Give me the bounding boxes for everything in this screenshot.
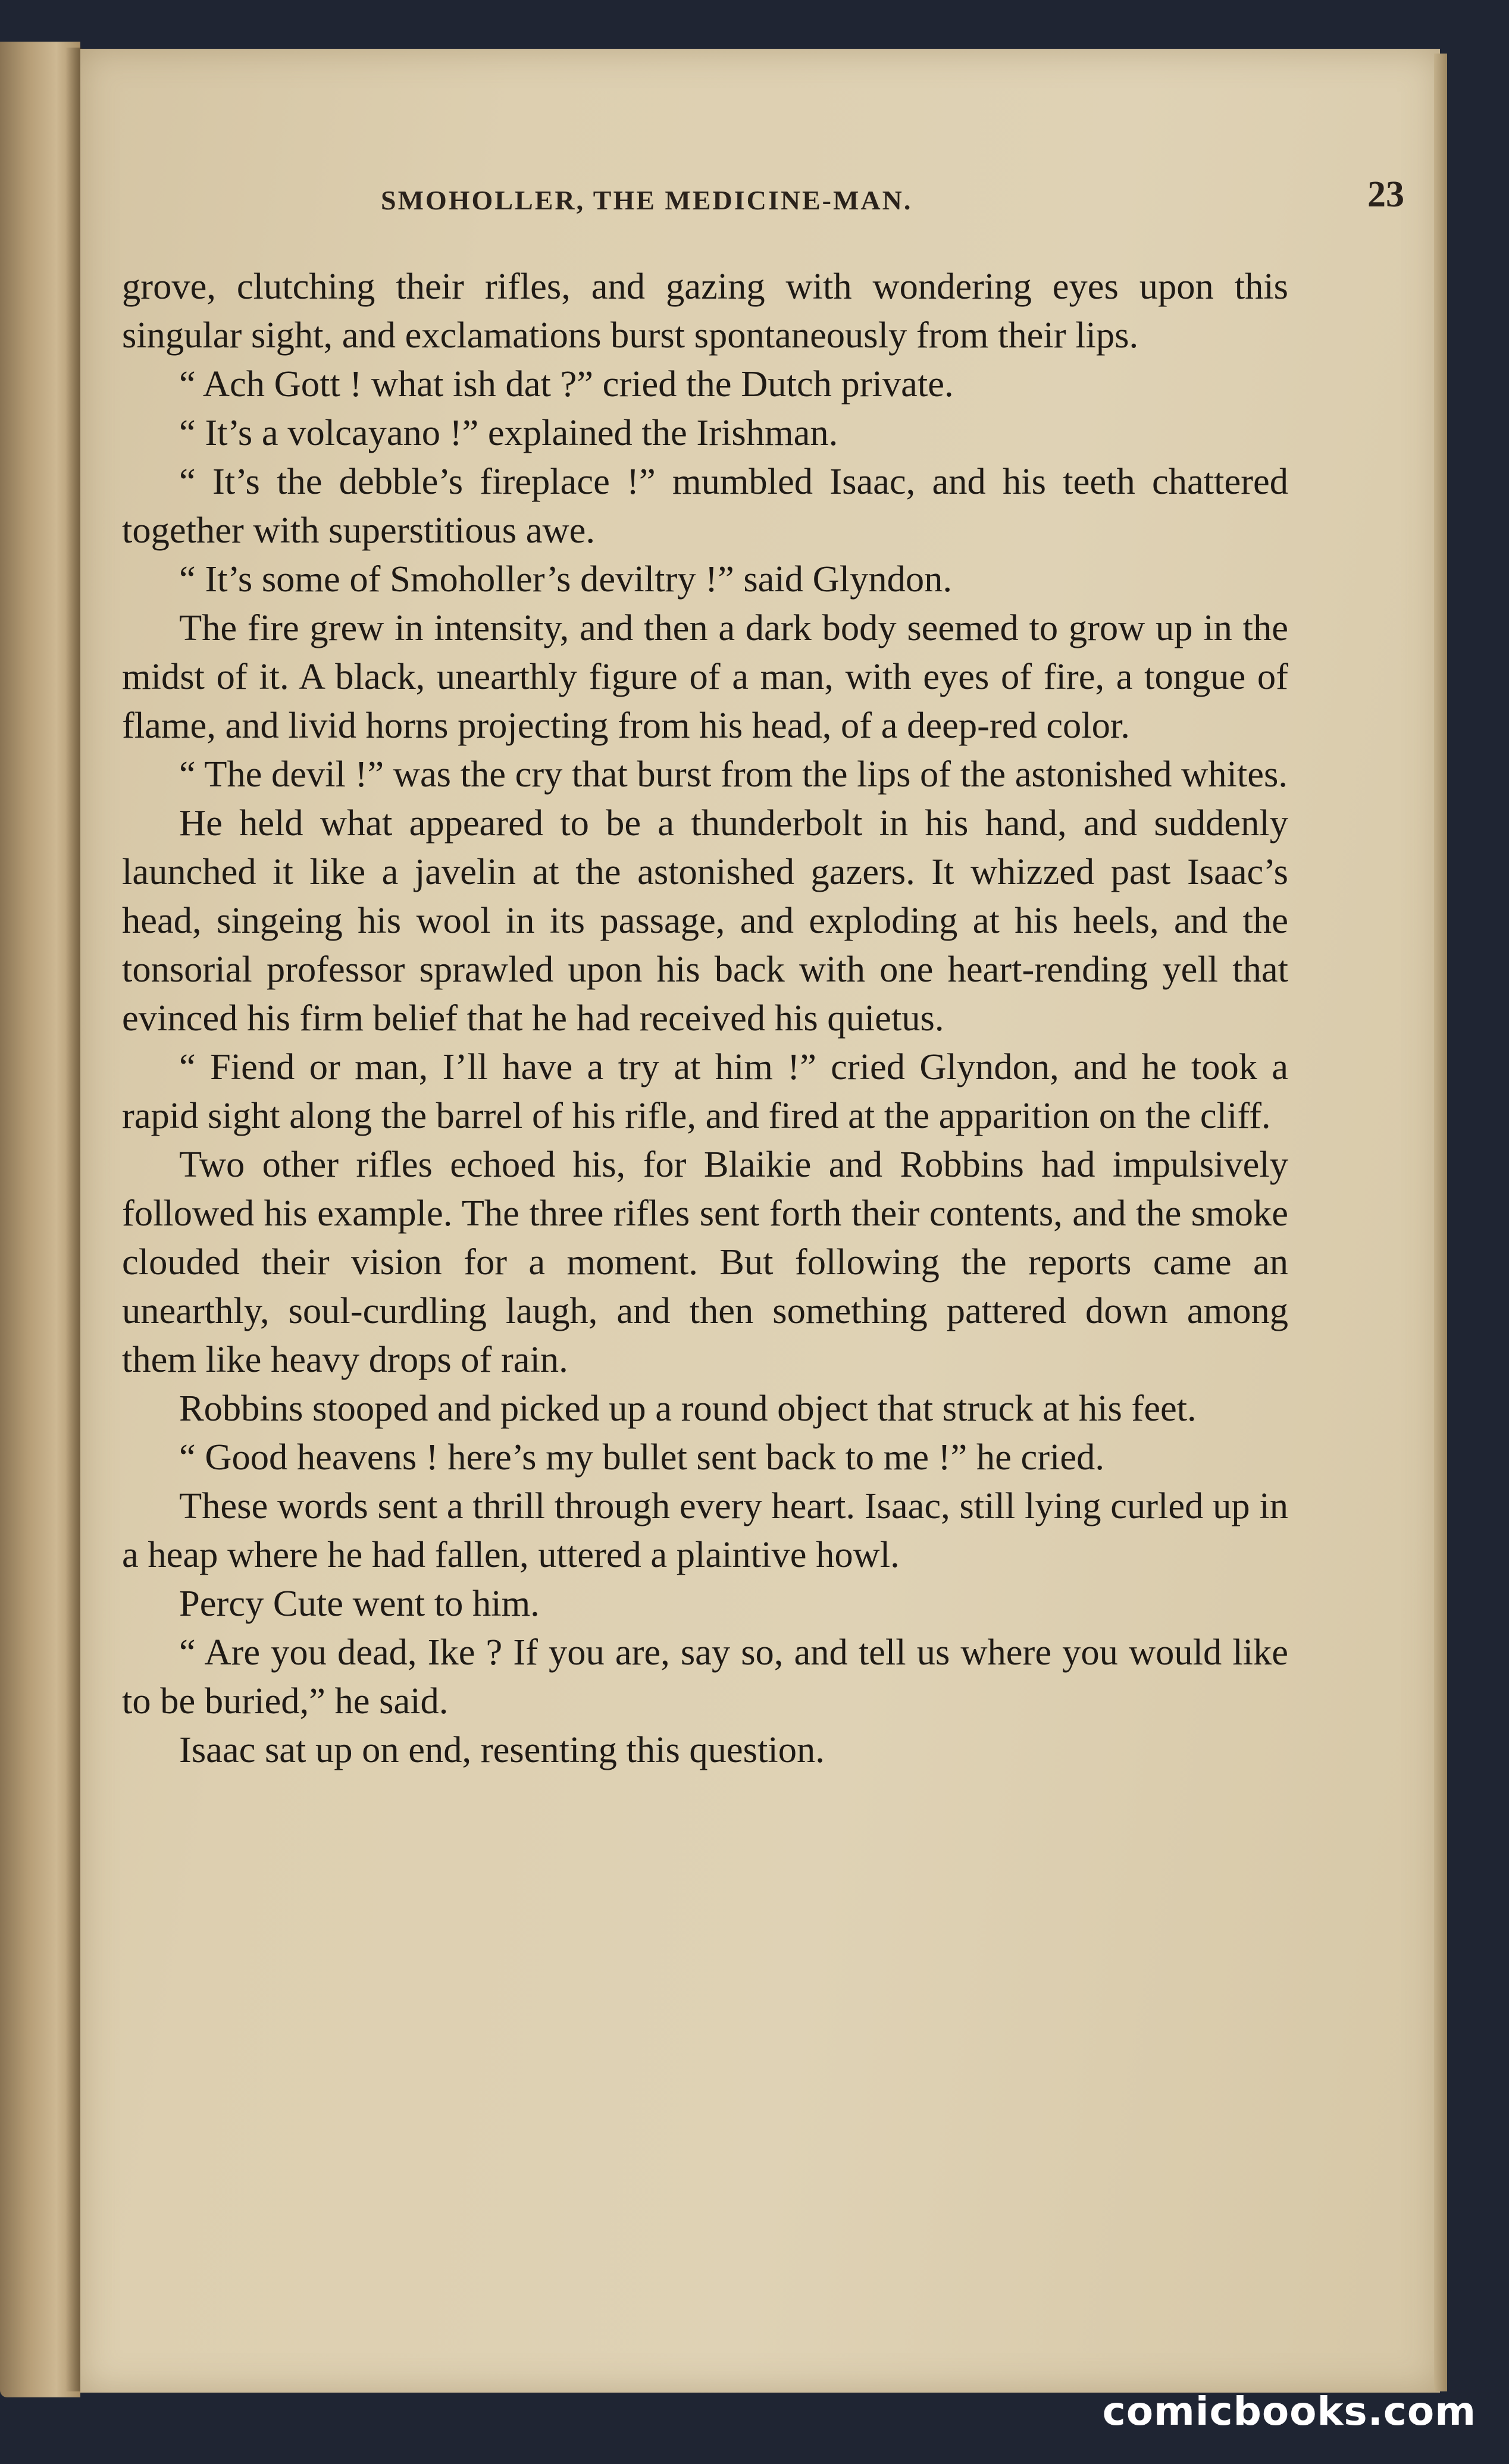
paragraph: “ Ach Gott ! what ish dat ?” cried the Dutch private. <box>179 363 954 405</box>
paragraph: Two other rifles echoed his, for Blaikie and Robbins had impulsively followed his example. The three rifles sent forth their contents, and the smoke clouded their vision for a moment. But following the reports came an unearthly, soul-curdling laugh, and then something pattered down among them like heavy drops of rain. <box>122 1143 1288 1380</box>
paragraph: “ Good heavens ! here’s my bullet sent back to me !” he cried. <box>179 1436 1104 1478</box>
page-edge <box>1434 54 1447 2391</box>
paragraph: “ Fiend or man, I’ll have a try at him !” cried Glyndon, and he took a rapid sight along the barrel of his rifle, and fired at the apparition on the cliff. <box>122 1046 1288 1136</box>
paragraph: “ Are you dead, Ike ? If you are, say so, and tell us where you would like to be buried,” he said. <box>122 1631 1288 1722</box>
running-head: SMOHOLLER, THE MEDICINE-MAN. <box>381 185 913 215</box>
paragraph: “ It’s the debble’s fireplace !” mumbled Isaac, and his teeth chattered together with superstitious awe. <box>122 460 1288 551</box>
paragraph: “ It’s a volcayano !” explained the Irishman. <box>179 412 838 453</box>
paragraph: Isaac sat up on end, resenting this question. <box>179 1729 825 1770</box>
page-number: 23 <box>1367 174 1404 215</box>
paragraph: The fire grew in intensity, and then a dark body seemed to grow up in the midst of it. A black, unearthly figure of a man, with eyes of fire, a tongue of flame, and livid horns projecting from his head, of a deep-red color. <box>122 607 1288 746</box>
paragraph: Robbins stooped and picked up a round object that struck at his feet. <box>179 1387 1197 1429</box>
paragraph: “ It’s some of Smoholler’s deviltry !” said Glyndon. <box>179 558 953 600</box>
paragraph: Percy Cute went to him. <box>179 1582 540 1624</box>
body-text <box>122 262 1288 1774</box>
page-header <box>298 174 1404 227</box>
paragraph: grove, clutching their rifles, and gazing with wondering eyes upon this singular sight, and exclamations burst spontaneously from their lips. <box>122 265 1288 356</box>
watermark: comicbooks.com <box>1102 2388 1476 2434</box>
gutter-shadow <box>65 48 82 2391</box>
paragraph: He held what appeared to be a thunderbolt in his hand, and suddenly launched it like a javelin at the astonished gazers. It whizzed past Isaac’s head, singeing his wool in its passage, and exploding at his heels, and the tonsorial professor sprawled upon his back with one heart-rending yell that evinced his firm belief that he had received his quietus. <box>122 802 1288 1039</box>
paragraph: “ The devil !” was the cry that burst from the lips of the astonished whites. <box>179 753 1288 795</box>
paragraph: These words sent a thrill through every heart. Isaac, still lying curled up in a heap where he had fallen, uttered a plaintive howl. <box>122 1485 1288 1575</box>
